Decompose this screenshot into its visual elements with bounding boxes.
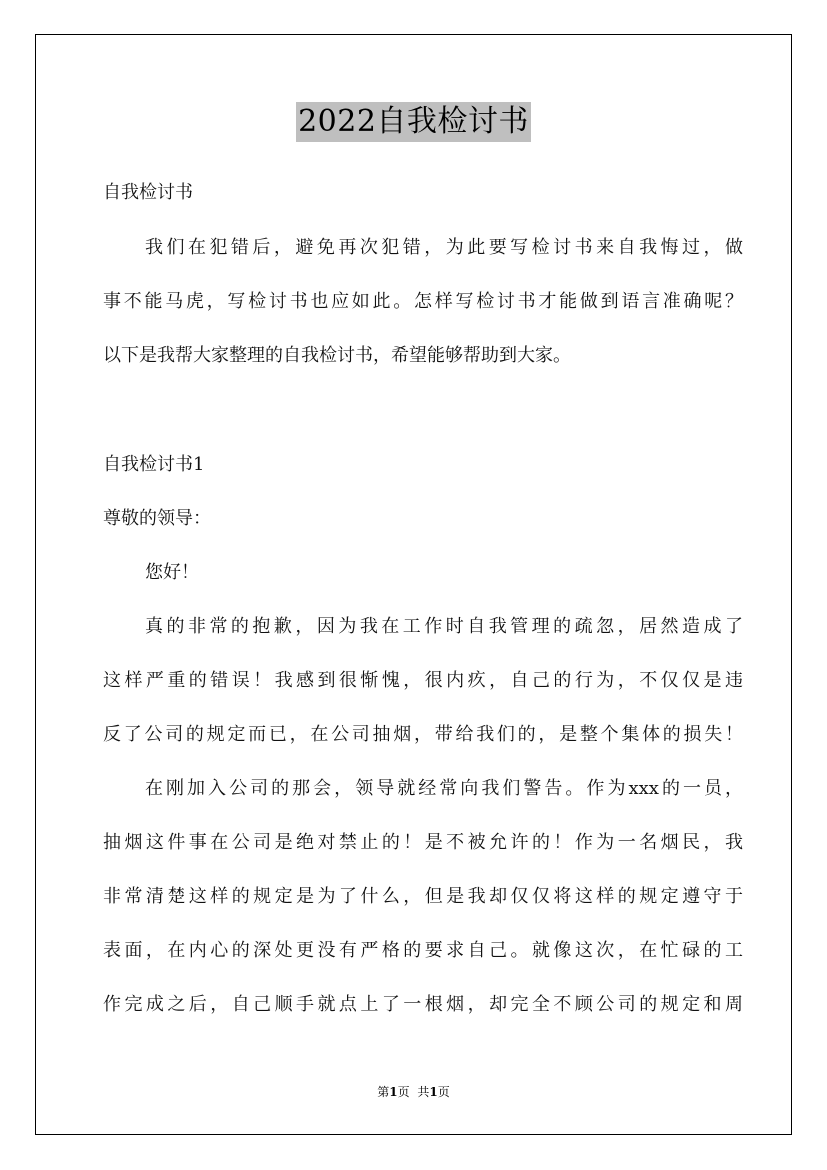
salutation: 尊敬的领导： [103,508,211,529]
title-container [0,102,827,142]
paragraph1-line-1: 真的非常的抱歉，因为我在工作时自我管理的疏忽，居然造成了 [145,616,743,637]
footer-prefix: 第 [377,1085,390,1099]
greeting: 您好！ [145,562,199,583]
footer-page-number: 1 [389,1085,398,1099]
intro-line-3: 以下是我帮大家整理的自我检讨书，希望能够帮助到大家。 [103,345,571,366]
intro-line-1: 我们在犯错后，避免再次犯错，为此要写检讨书来自我悔过，做 [145,237,743,258]
section-heading: 自我检讨书1 [103,454,205,475]
paragraph1-line-2: 这样严重的错误！我感到很惭愧，很内疚，自己的行为，不仅仅是违 [103,670,743,691]
paragraph1-line-3: 反了公司的规定而已，在公司抽烟，带给我们的，是整个集体的损失！ [103,724,743,745]
paragraph2-line-3: 非常清楚这样的规定是为了什么，但是我却仅仅将这样的规定遵守于 [103,886,743,907]
paragraph2-line-5: 作完成之后，自己顺手就点上了一根烟，却完全不顾公司的规定和周 [103,994,743,1015]
subtitle: 自我检讨书 [103,182,193,203]
footer-total-pages: 1 [429,1085,438,1099]
paragraph2-line-1: 在刚加入公司的那会，领导就经常向我们警告。作为xxx的一员， [145,778,743,799]
paragraph2-line-4: 表面，在内心的深处更没有严格的要求自己。就像这次，在忙碌的工 [103,940,743,961]
paragraph2-line-2: 抽烟这件事在公司是绝对禁止的！是不被允许的！作为一名烟民，我 [103,832,743,853]
footer-total-prefix: 共 [417,1085,430,1099]
footer-total-suffix: 页 [437,1085,450,1099]
document-title: 2022自我检讨书 [296,102,531,142]
footer-page-suffix: 页 [397,1085,410,1099]
page-footer [0,1084,827,1100]
intro-line-2: 事不能马虎，写检讨书也应如此。怎样写检讨书才能做到语言准确呢？ [103,291,743,312]
